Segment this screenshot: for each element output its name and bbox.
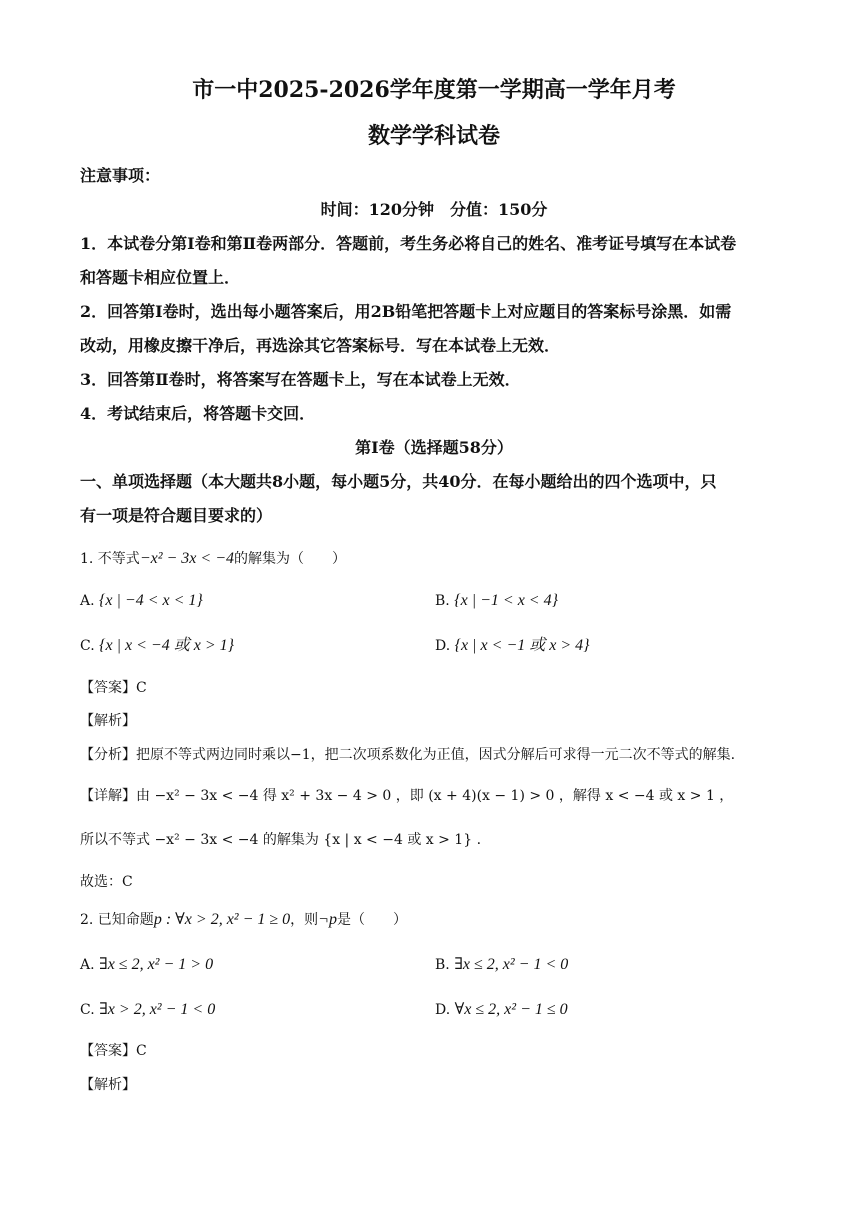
option-math: {x | −4 < x < 1} xyxy=(99,592,203,609)
q2-option-a[interactable] xyxy=(80,955,213,975)
q1-stem-suffix: 的解集为（ ） xyxy=(234,551,346,567)
option-label: B. xyxy=(435,957,450,973)
q2-answer: 【答案】C xyxy=(80,1043,147,1059)
notice-item-1b: 和答题卡相应位置上． xyxy=(80,268,241,287)
q2-stem-prefix: 2. 已知命题 xyxy=(80,912,154,928)
option-math: ∀x ≤ 2, x² − 1 ≤ 0 xyxy=(454,1001,568,1018)
notice-item-2a: 2．回答第Ⅰ卷时，选出每小题答案后，用2B铅笔把答题卡上对应题目的答案标号涂黑．如需 xyxy=(80,302,732,321)
notice-item-2b: 改动，用橡皮擦干净后，再选涂其它答案标号．写在本试卷上无效． xyxy=(80,336,561,355)
q1-stem xyxy=(80,549,346,569)
q2-option-b[interactable] xyxy=(435,955,568,975)
q1-option-d[interactable] xyxy=(435,636,590,656)
option-math: {x | x < −1 或 x > 4} xyxy=(454,637,590,654)
option-label: D. xyxy=(435,638,451,654)
q1-conclusion: 所以不等式 −x² − 3x < −4 的解集为 {x | x < −4 或 x > 1} . xyxy=(80,832,482,848)
exam-title: 市一中2025-2026学年度第一学期高一学年月考 xyxy=(192,77,676,103)
q2-analysis-label: 【解析】 xyxy=(80,1077,136,1093)
q1-choice: 故选：C xyxy=(80,874,133,890)
option-label: A. xyxy=(80,957,95,973)
option-label: A. xyxy=(80,593,95,609)
exam-subtitle: 数学学科试卷 xyxy=(367,123,500,149)
part1-heading-line1: 一、单项选择题（本大题共8小题，每小题5分，共40分．在每小题给出的四个选项中，只 xyxy=(80,472,717,491)
option-math: {x | −1 < x < 4} xyxy=(454,592,558,609)
part1-heading-line2: 有一项是符合题目要求的） xyxy=(80,506,273,525)
q1-stem-math: −x² − 3x < −4 xyxy=(139,550,234,567)
option-math: ∃x ≤ 2, x² − 1 > 0 xyxy=(99,956,214,973)
option-label: C. xyxy=(80,1002,95,1018)
q1-option-b[interactable] xyxy=(435,591,558,611)
time-score: 时间：120分钟 分值：150分 xyxy=(320,200,548,219)
notice-item-3: 3．回答第Ⅱ卷时，将答案写在答题卡上，写在本试卷上无效． xyxy=(80,370,521,389)
option-label: C. xyxy=(80,638,95,654)
section-title: 第Ⅰ卷（选择题58分） xyxy=(355,438,513,457)
q1-option-c[interactable] xyxy=(80,636,234,656)
q1-xiangjie: 【详解】由 −x² − 3x < −4 得 x² + 3x − 4 > 0 ，即 (x + 4)(x − 1) > 0 ，解得 x < −4 或 x > 1 ， xyxy=(80,788,734,804)
q2-stem-neg: ¬p xyxy=(318,911,337,928)
q1-analysis-label: 【解析】 xyxy=(80,713,136,729)
notice-item-1a: 1．本试卷分第Ⅰ卷和第Ⅱ卷两部分．答题前，考生务必将自己的姓名、准考证号填写在本试卷 xyxy=(80,234,737,253)
q1-fenxi: 【分析】把原不等式两边同时乘以−1，把二次项系数化为正值，因式分解后可求得一元二次不等式的解集. xyxy=(80,747,736,763)
q1-option-a[interactable] xyxy=(80,591,203,611)
notice-heading: 注意事项： xyxy=(80,166,161,185)
option-math: ∃x > 2, x² − 1 < 0 xyxy=(99,1001,216,1018)
q2-stem-mid: ，则 xyxy=(290,912,319,928)
option-label: B. xyxy=(435,593,450,609)
q2-option-d[interactable] xyxy=(435,1000,568,1020)
notice-item-4: 4．考试结束后，将答题卡交回． xyxy=(80,404,316,423)
q2-stem xyxy=(80,910,407,930)
option-math: {x | x < −4 或 x > 1} xyxy=(99,637,235,654)
option-math: ∃x ≤ 2, x² − 1 < 0 xyxy=(454,956,569,973)
q1-stem-prefix: 1. 不等式 xyxy=(80,551,140,567)
option-label: D. xyxy=(435,1002,451,1018)
q2-option-c[interactable] xyxy=(80,1000,215,1020)
q1-answer: 【答案】C xyxy=(80,680,147,696)
q2-stem-suffix: 是（ ） xyxy=(336,912,407,928)
q2-stem-math: p : ∀x > 2, x² − 1 ≥ 0 xyxy=(153,911,291,928)
